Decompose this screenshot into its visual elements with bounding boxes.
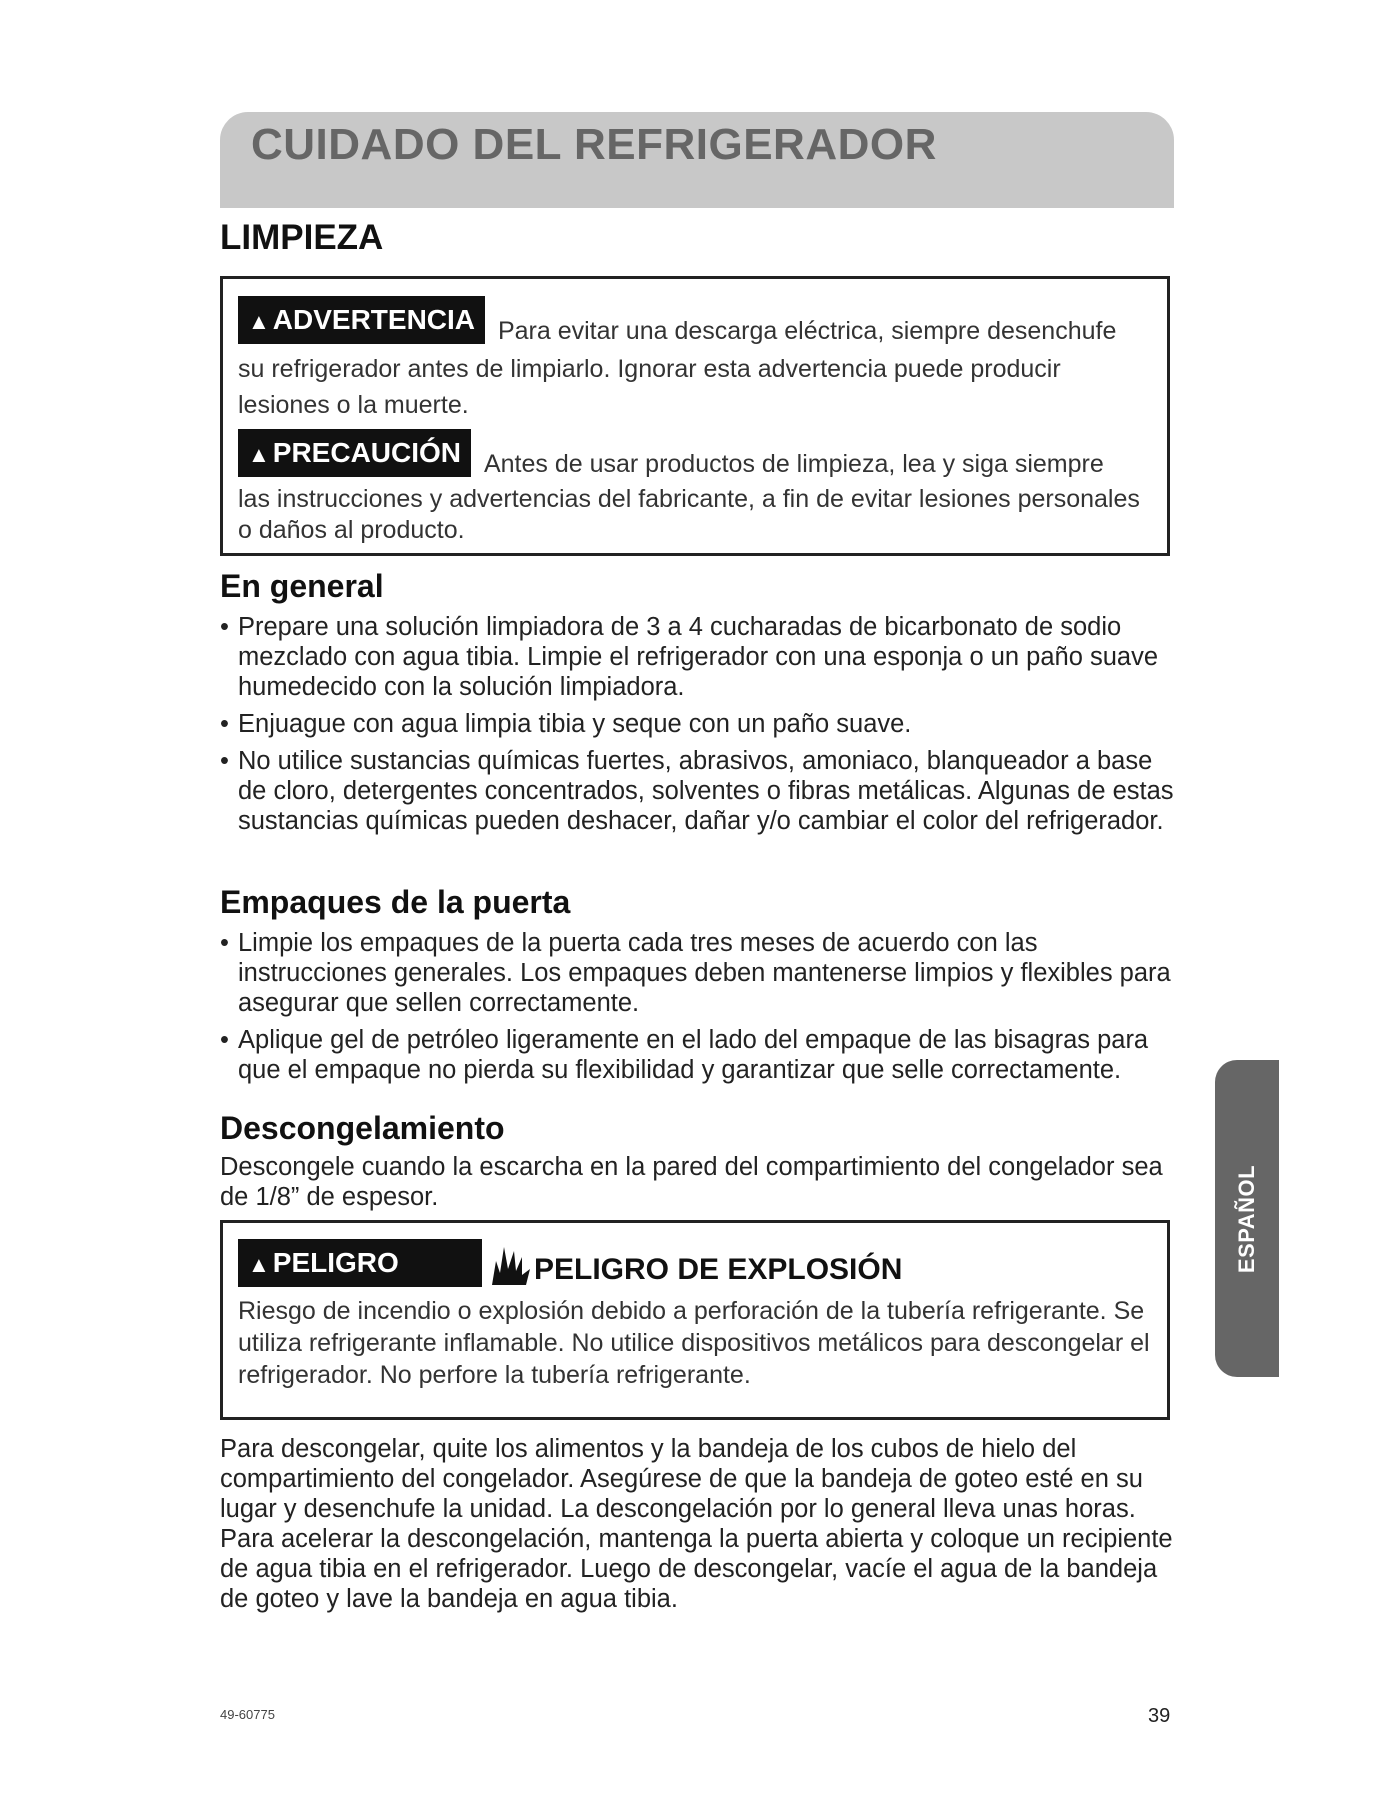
warning-paragraph (238, 296, 1153, 423)
defrost-body: Para descongelar, quite los alimentos y la bandeja de los cubos de hielo del compartimiento del congelador. Asegúrese de que la bandeja de goteo esté en su lugar y desenchufe la unidad. La descongelación por lo general lleva unas horas. Para acelerar la descongelación, mantenga la puerta abierta y coloque un recipiente de agua tibia en el refrigerador. Luego de descongelar, vacíe el agua de la bandeja de goteo y lave la bandeja en agua tibia. (220, 1435, 1173, 1613)
danger-box (220, 1220, 1170, 1420)
caution-triangle-icon: ▲ (248, 442, 270, 467)
list-item: • Prepare una solución limpiadora de 3 a 4 cucharadas de bicarbonato de sodio mezclado con agua tibia. Limpie el refrigerador con una esponja o un paño suave humedecido con la solución limpiadora. (220, 612, 1180, 702)
gaskets-list (220, 928, 1180, 1092)
defrost-intro: Descongele cuando la escarcha en la pared del compartimiento del congelador sea de 1/8” de espesor. (220, 1153, 1163, 1211)
warning-text-first: Para evitar una descarga eléctrica, siempre desenchufe (497, 317, 1117, 345)
section-title-limpieza: LIMPIEZA (220, 218, 384, 257)
danger-triangle-icon: ▲ (248, 1252, 270, 1277)
page-title: CUIDADO DEL REFRIGERADOR (251, 120, 937, 169)
language-tab-label: ESPAÑOL (1234, 1164, 1259, 1273)
warning-label (238, 296, 485, 344)
caution-text-rest: las instrucciones y advertencias del fabricante, a fin de evitar lesiones personales o daños al producto. (238, 485, 1140, 544)
header-bar (220, 112, 1174, 208)
section-title-gaskets: Empaques de la puerta (220, 884, 571, 920)
caution-label-text: PRECAUCIÓN (272, 437, 462, 468)
danger-text: Riesgo de incendio o explosión debido a perforación de la tubería refrigerante. Se utiliza refrigerante inflamable. No utilice dispositivos metálicos para descongelar el refrigerador. No perfore la tubería refrigerante. (238, 1297, 1150, 1389)
general-list (220, 612, 1180, 843)
caution-text-first: Antes de usar productos de limpieza, lea y siga siempre (483, 450, 1104, 478)
danger-label (238, 1239, 482, 1287)
warning-box (220, 276, 1170, 556)
list-item: • No utilice sustancias químicas fuertes, abrasivos, amoniaco, blanqueador a base de cloro, detergentes concentrados, solventes o fibras metálicas. Algunas de estas sustancias químicas pueden deshacer, dañar y/o cambiar el color del refrigerador. (220, 746, 1180, 836)
explosion-title: PELIGRO DE EXPLOSIÓN (534, 1253, 903, 1286)
list-item: • Enjuague con agua limpia tibia y seque con un paño suave. (220, 709, 1180, 739)
caution-label (238, 429, 471, 477)
language-tab (1215, 1060, 1279, 1377)
list-item: • Aplique gel de petróleo ligeramente en el lado del empaque de las bisagras para que el empaque no pierda su flexibilidad y garantizar que selle correctamente. (220, 1025, 1180, 1085)
section-title-general: En general (220, 568, 384, 604)
warning-triangle-icon: ▲ (248, 309, 270, 334)
section-title-defrost: Descongelamiento (220, 1110, 505, 1146)
explosion-icon (488, 1243, 532, 1287)
list-item: • Limpie los empaques de la puerta cada tres meses de acuerdo con las instrucciones generales. Los empaques deben mantenerse limpios y flexibles para asegurar que sellen correctamente. (220, 928, 1180, 1018)
caution-paragraph (238, 429, 1153, 546)
warning-text-rest: su refrigerador antes de limpiarlo. Ignorar esta advertencia puede producir lesiones o la muerte. (238, 355, 1061, 419)
doc-number: 49-60775 (220, 1707, 275, 1722)
warning-label-text: ADVERTENCIA (272, 304, 476, 335)
page-number: 39 (1148, 1705, 1171, 1727)
danger-header (238, 1239, 1153, 1287)
danger-label-text: PELIGRO (272, 1247, 399, 1278)
